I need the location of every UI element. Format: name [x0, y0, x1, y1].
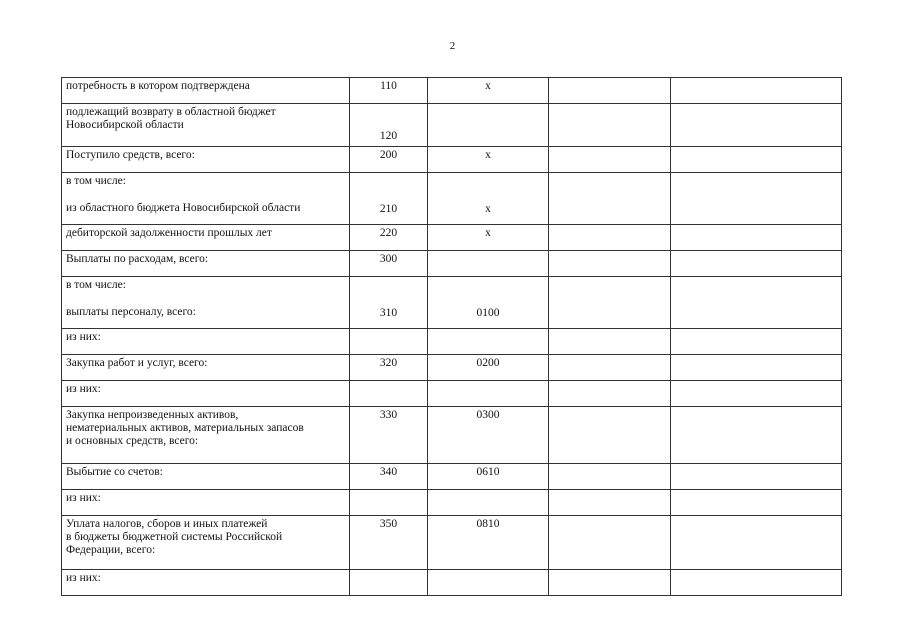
row-value-cell: [549, 490, 671, 516]
row-value-cell: [549, 381, 671, 407]
row-value-cell: [549, 225, 671, 251]
row-value-cell: [549, 251, 671, 277]
row-line-code-cell: 300: [350, 251, 428, 277]
row-value-cell: [549, 147, 671, 173]
row-value-cell: [671, 225, 842, 251]
row-name-cell: из них:: [62, 329, 350, 355]
row-name-cell: Закупка непроизведенных активов, нематериальных активов, материальных запасов и основных средств, всего:: [62, 407, 350, 464]
row-value-cell: [671, 516, 842, 570]
row-name-cell: Закупка работ и услуг, всего:: [62, 355, 350, 381]
row-name-cell: потребность в котором подтверждена: [62, 78, 350, 104]
row-line-code-cell: 210: [350, 173, 428, 225]
row-value-cell: [549, 407, 671, 464]
row-line-code-cell: [350, 570, 428, 596]
table-row: [62, 329, 842, 355]
row-value-cell: [671, 78, 842, 104]
table-row: [62, 104, 842, 147]
row-line-code-cell: 120: [350, 104, 428, 147]
row-name-cell: Уплата налогов, сборов и иных платежей в бюджеты бюджетной системы Российской Федерации, всего:: [62, 516, 350, 570]
row-classification-code-cell: [428, 329, 549, 355]
row-value-cell: [671, 570, 842, 596]
row-value-cell: [549, 329, 671, 355]
row-classification-code-cell: 0810: [428, 516, 549, 570]
table-row: [62, 516, 842, 570]
row-value-cell: [549, 104, 671, 147]
row-line-code-cell: 330: [350, 407, 428, 464]
table-row: [62, 277, 842, 329]
row-name-cell: Выбытие со счетов:: [62, 464, 350, 490]
table-row: [62, 78, 842, 104]
row-value-cell: [549, 78, 671, 104]
row-classification-code-cell: 0200: [428, 355, 549, 381]
row-line-code-cell: 350: [350, 516, 428, 570]
row-value-cell: [549, 516, 671, 570]
row-value-cell: [671, 407, 842, 464]
row-line-code-cell: 110: [350, 78, 428, 104]
row-line-code-cell: [350, 381, 428, 407]
row-value-cell: [671, 464, 842, 490]
row-value-cell: [671, 277, 842, 329]
row-line-code-cell: 320: [350, 355, 428, 381]
table-row: [62, 490, 842, 516]
row-name-cell: в том числе: из областного бюджета Новосибирской области: [62, 173, 350, 225]
row-value-cell: [549, 173, 671, 225]
row-value-cell: [671, 251, 842, 277]
row-value-cell: [671, 329, 842, 355]
row-classification-code-cell: [428, 570, 549, 596]
row-value-cell: [549, 355, 671, 381]
table-row: [62, 570, 842, 596]
row-classification-code-cell: [428, 104, 549, 147]
row-name-cell: из них:: [62, 490, 350, 516]
row-value-cell: [671, 147, 842, 173]
row-subheading: в том числе:: [66, 279, 126, 291]
row-name-cell: из них:: [62, 570, 350, 596]
report-table: [61, 77, 842, 596]
row-line-code-cell: [350, 490, 428, 516]
row-line-code-cell: 340: [350, 464, 428, 490]
row-value-cell: [671, 490, 842, 516]
row-value-cell: [549, 277, 671, 329]
row-line-code-cell: 220: [350, 225, 428, 251]
table-row: [62, 173, 842, 225]
row-value-cell: [549, 570, 671, 596]
row-value-cell: [671, 381, 842, 407]
table-row: [62, 251, 842, 277]
row-classification-code-cell: 0300: [428, 407, 549, 464]
row-name-cell: Выплаты по расходам, всего:: [62, 251, 350, 277]
row-subheading: в том числе:: [66, 175, 126, 187]
table-row: [62, 147, 842, 173]
table-row: [62, 407, 842, 464]
row-classification-code-cell: х: [428, 78, 549, 104]
row-classification-code-cell: 0100: [428, 277, 549, 329]
row-value-cell: [671, 173, 842, 225]
row-name-cell: подлежащий возврату в областной бюджет Новосибирской области: [62, 104, 350, 147]
table-row: [62, 355, 842, 381]
row-name-cell: из них:: [62, 381, 350, 407]
row-classification-code-cell: х: [428, 147, 549, 173]
page-number: 2: [449, 40, 456, 52]
row-value-cell: [671, 355, 842, 381]
row-value-cell: [549, 464, 671, 490]
table-row: [62, 225, 842, 251]
row-classification-code-cell: [428, 381, 549, 407]
row-classification-code-cell: [428, 490, 549, 516]
row-line-code-cell: 310: [350, 277, 428, 329]
row-classification-code-cell: х: [428, 173, 549, 225]
row-name-cell: дебиторской задолженности прошлых лет: [62, 225, 350, 251]
row-classification-code-cell: [428, 251, 549, 277]
row-classification-code-cell: х: [428, 225, 549, 251]
row-name-cell: в том числе: выплаты персоналу, всего:: [62, 277, 350, 329]
row-value-cell: [671, 104, 842, 147]
row-line-code-cell: [350, 329, 428, 355]
row-line-code-cell: 200: [350, 147, 428, 173]
row-classification-code-cell: 0610: [428, 464, 549, 490]
row-name-cell: Поступило средств, всего:: [62, 147, 350, 173]
table-row: [62, 464, 842, 490]
table-row: [62, 381, 842, 407]
